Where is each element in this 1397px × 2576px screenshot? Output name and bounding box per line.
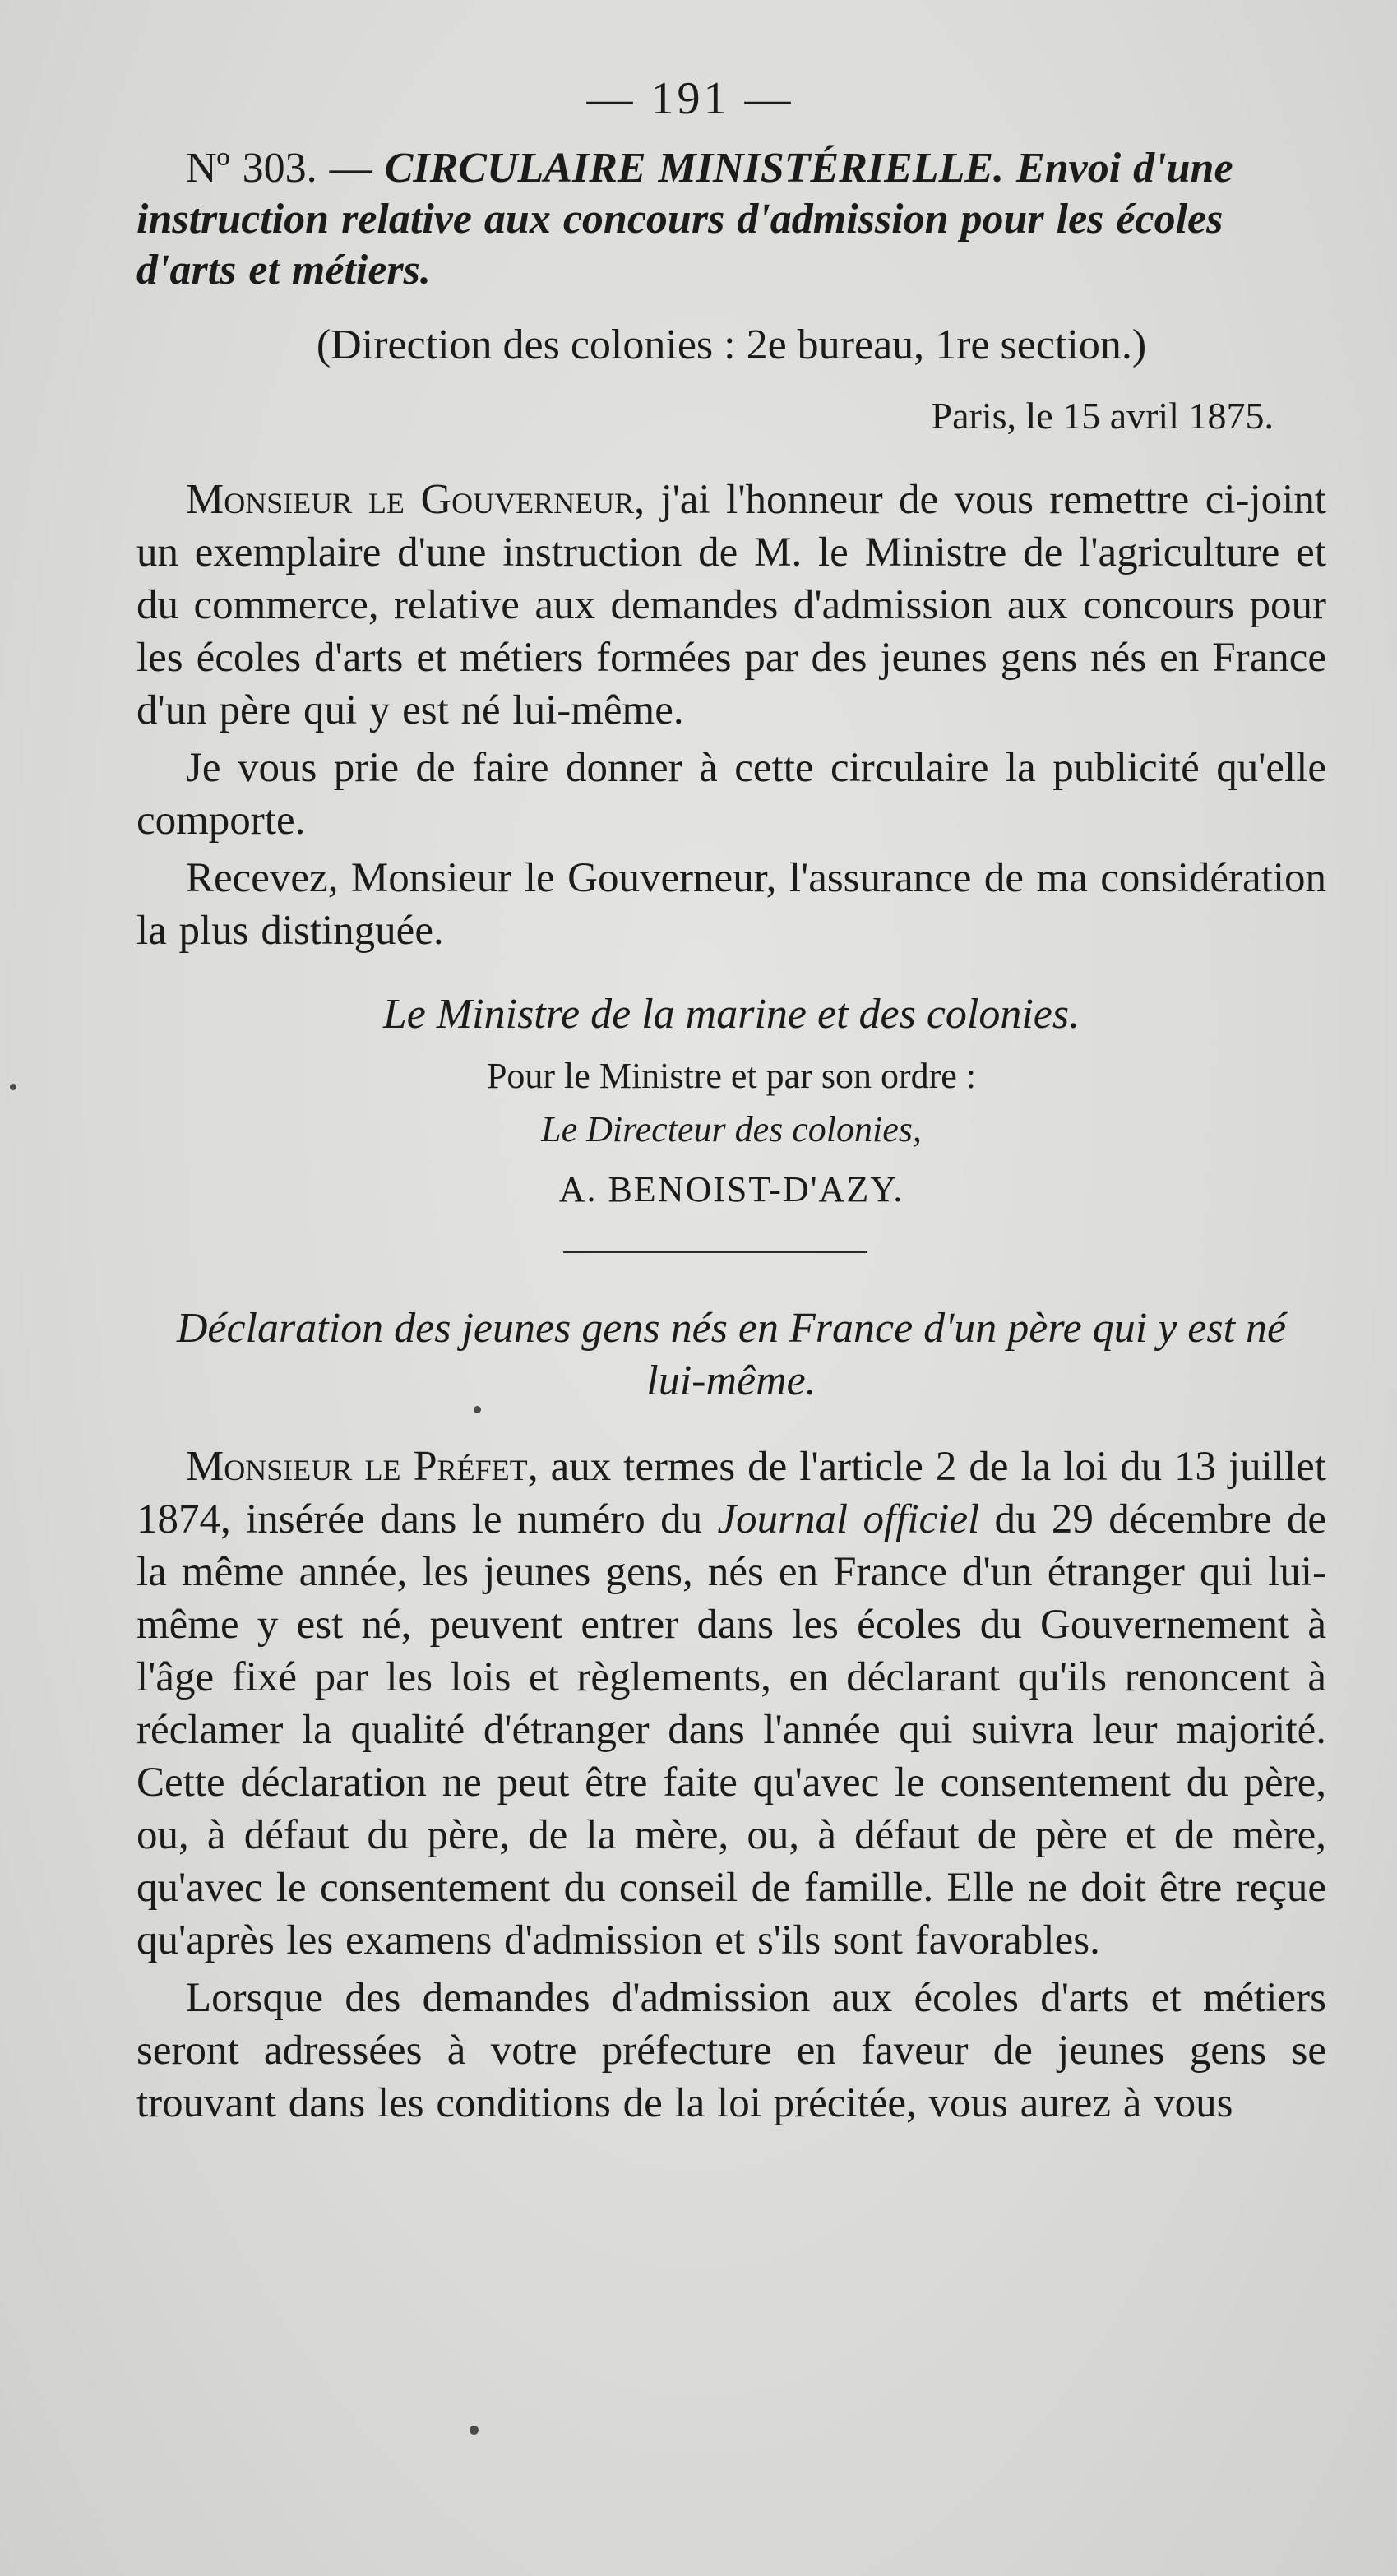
dateline: Paris, le 15 avril 1875. <box>931 395 1274 437</box>
declaration-paragraph-1-start: aux termes de l'article 2 de la loi du 13 juillet 1874, insérée dans le numéro du <box>136 1444 1326 1542</box>
page-number: — 191 — <box>586 73 794 124</box>
paper-speck <box>470 2426 479 2435</box>
letter-salutation: Monsieur le Gouverneur, <box>186 476 645 523</box>
letter-paragraph-2: Je vous prie de faire donner à cette circulaire la publicité qu'elle comporte. <box>136 745 1326 844</box>
entry-title: CIRCULAIRE MINISTÉRIELLE. <box>384 145 1005 192</box>
signature-for-line: Pour le Ministre et par son ordre : <box>486 1056 977 1096</box>
letter-paragraph-1 <box>136 474 1326 737</box>
declaration-paragraph-1 <box>136 1441 1326 1967</box>
journal-title: Journal officiel <box>717 1496 980 1542</box>
signature-name: A. BENOIST-D'AZY. <box>558 1169 904 1209</box>
paper-speck <box>474 1406 481 1413</box>
signature-director: Le Directeur des colonies, <box>541 1109 922 1149</box>
entry-heading <box>136 143 1326 296</box>
entry-subject: Envoi d'une instruction relative aux concours d'admission pour les écoles d'arts et métiers. <box>136 145 1233 294</box>
entry-dash: — <box>329 145 372 192</box>
signature-minister: Le Ministre de la marine et des colonies. <box>382 991 1080 1038</box>
section-divider <box>563 1251 867 1253</box>
direction-line: (Direction des colonies : 2e bureau, 1re section.) <box>316 321 1147 368</box>
declaration-heading: Déclaration des jeunes gens nés en France d'un père qui y est né lui-même. <box>176 1305 1287 1404</box>
paper-speck <box>10 1084 16 1090</box>
entry-number: Nº 303. <box>186 145 317 192</box>
declaration-salutation: Monsieur le Préfet, <box>186 1443 539 1490</box>
letter-paragraph-3: Recevez, Monsieur le Gouverneur, l'assurance de ma considération la plus distinguée. <box>136 855 1326 954</box>
declaration-paragraph-2: Lorsque des demandes d'admission aux écoles d'arts et métiers seront adressées à votre préfecture en faveur de jeunes gens se trouvant dans les conditions de la loi précitée, vous aurez à vous <box>136 1975 1326 2126</box>
declaration-paragraph-1-end: du 29 décembre de la même année, les jeunes gens, nés en France d'un étranger qui lui-même y est né, peuvent entrer dans les écoles du Gouvernement à l'âge fixé par les lois et règlements, en déclarant qu'ils renoncent à réclamer la qualité d'étranger dans l'année qui suivra leur majorité. Cette déclaration ne peut être faite qu'avec le consentement du père, ou, à défaut du père, de la mère, ou, à défaut de père et de mère, qu'avec le consentement du conseil de famille. Elle ne doit être reçue qu'après les examens d'admission et s'ils sont favorables. <box>136 1496 1326 1963</box>
letter-paragraph-1-text: j'ai l'honneur de vous remettre ci-joint un exemplaire d'une instruction de M. le Ministre de l'agriculture et du commerce, relative aux demandes d'admission aux concours pour les écoles d'arts et métiers formées par des jeunes gens nés en France d'un père qui y est né lui-même. <box>136 477 1326 733</box>
